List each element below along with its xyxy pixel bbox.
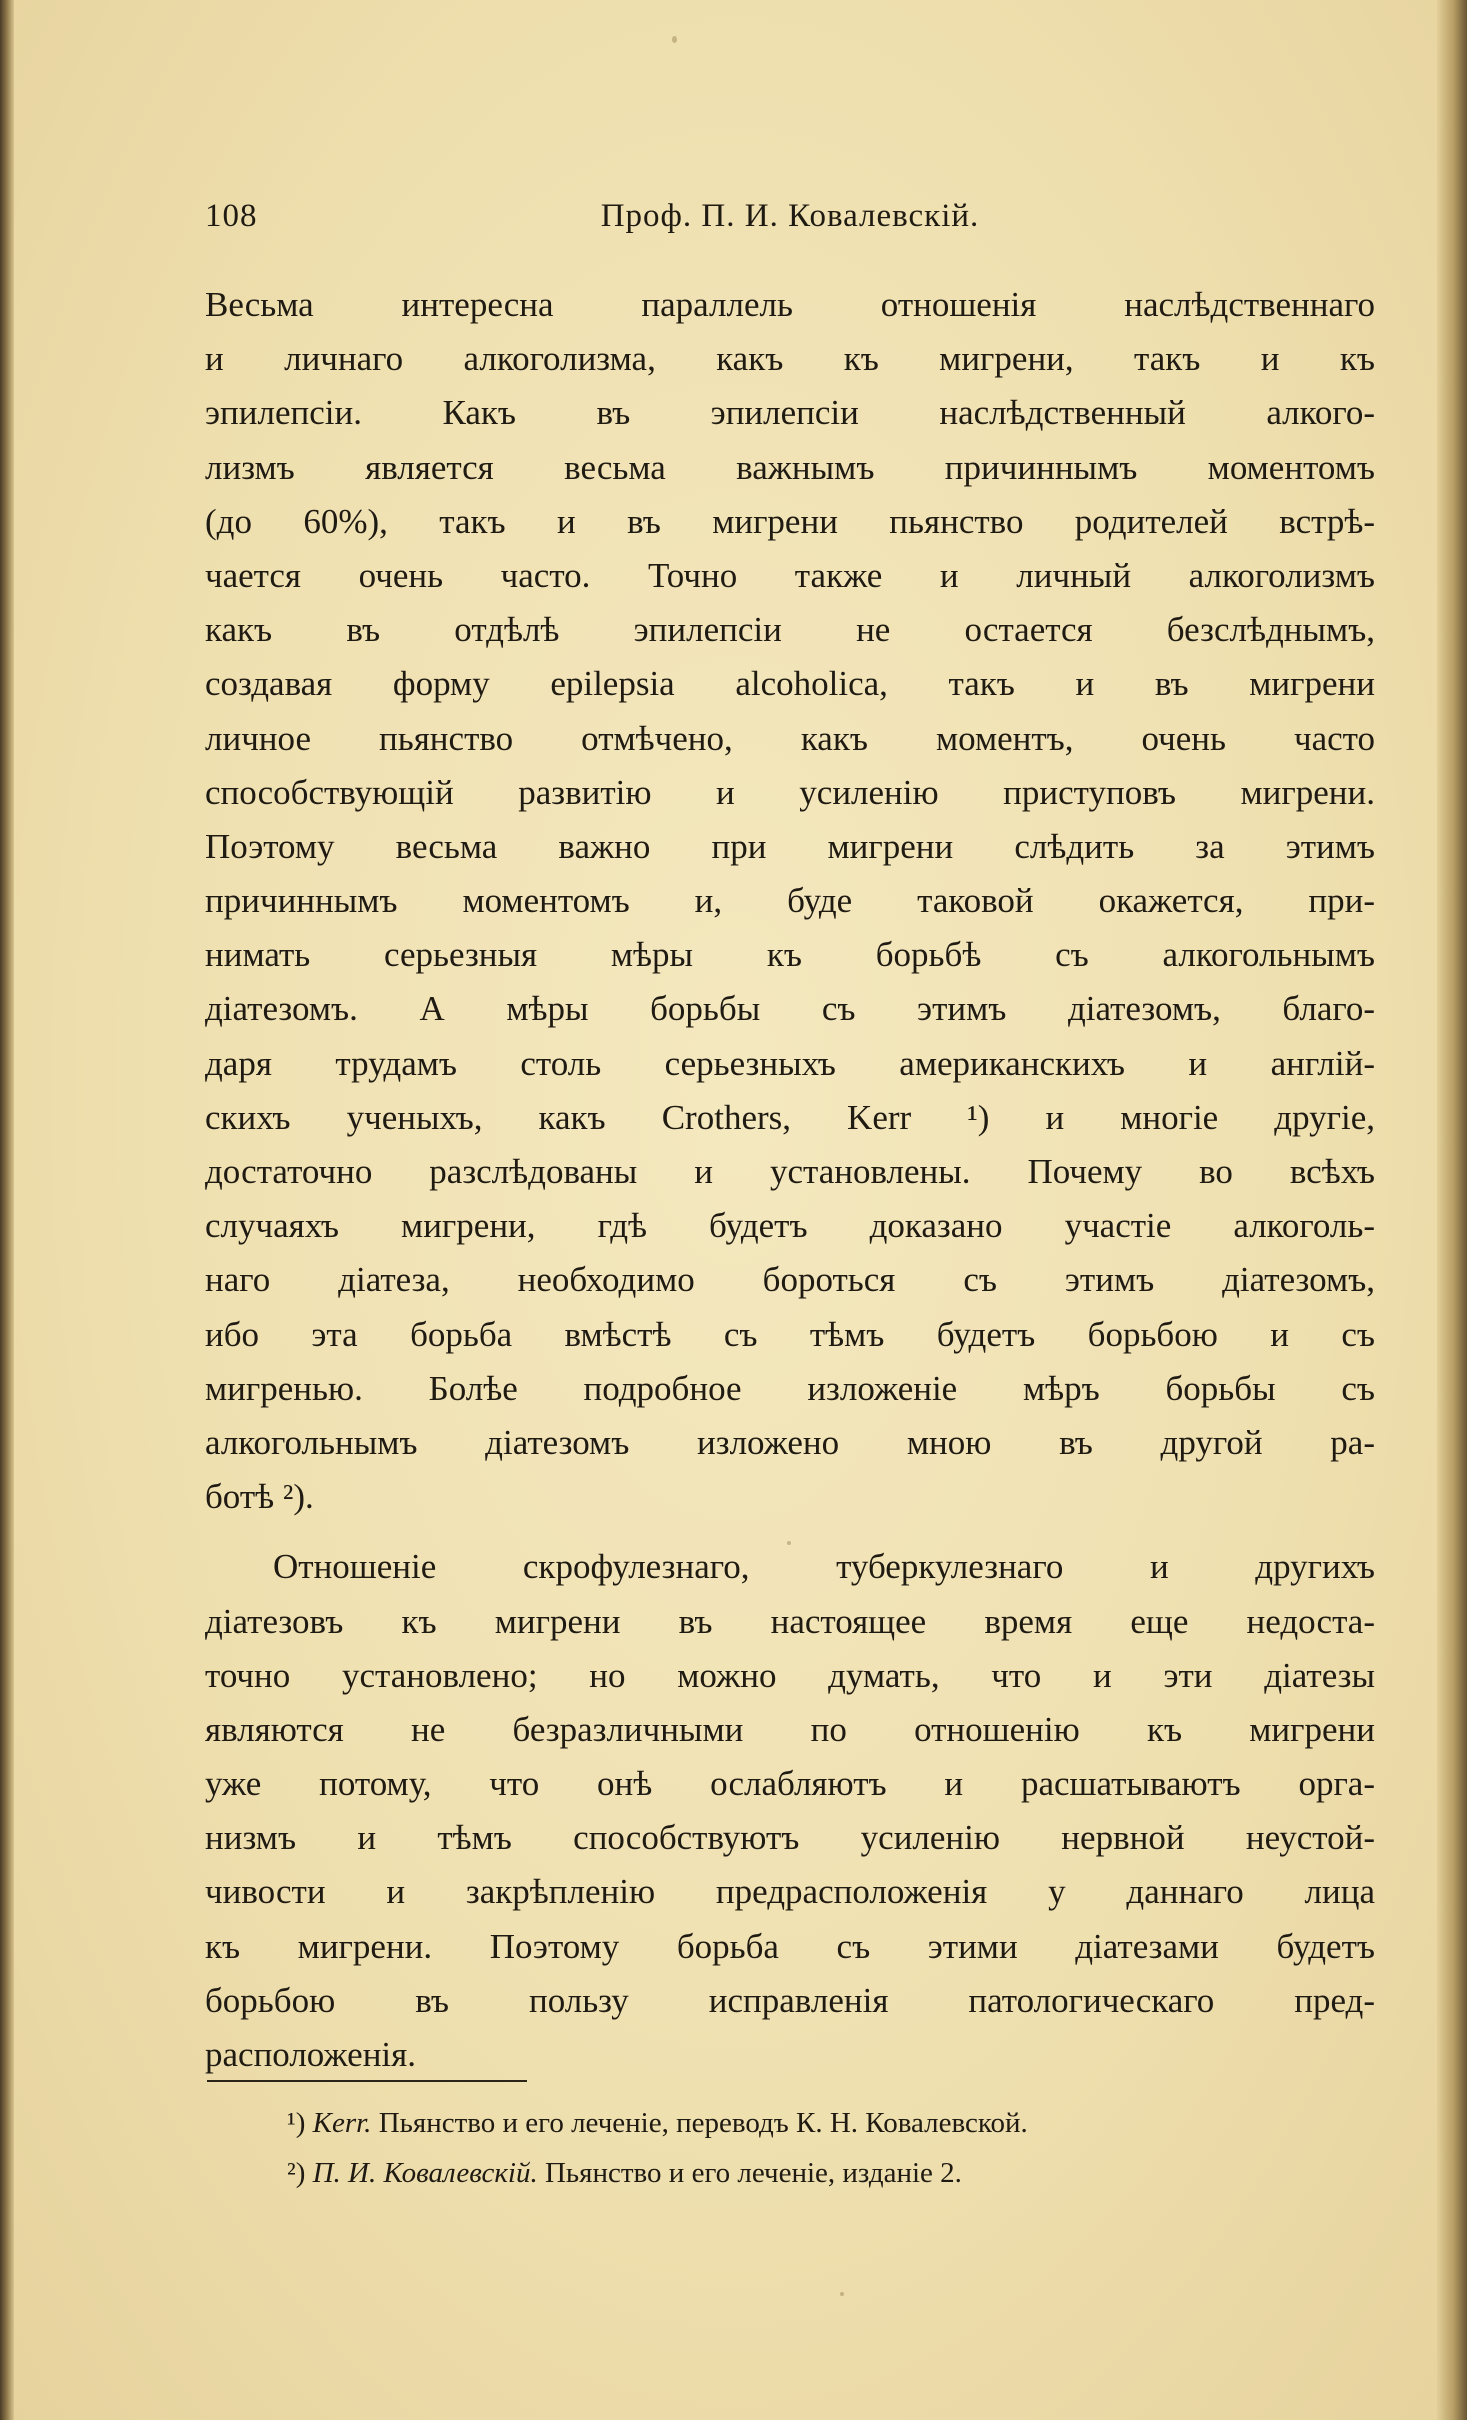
footnote-rule [207, 2080, 527, 2082]
paragraph-2 [205, 1540, 1375, 2082]
text-line: достаточно разслѣдованы и установлены. Почему во всѣхъ [205, 1152, 1375, 1191]
text-line: Весьма интересна параллель отношенія наслѣдственнаго [205, 285, 1375, 324]
text-line: (до 60%), такъ и въ мигрени пьянство родителей встрѣ- [205, 501, 1375, 541]
footnote-text: Пьянство и его леченіе, переводъ К. Н. Ковалевской. [371, 2107, 1028, 2139]
page-left-edge [0, 0, 14, 2420]
text-line: и личнаго алкоголизма, какъ къ мигрени, такъ и къ [205, 339, 1375, 379]
text-line: расположенія. [205, 2035, 416, 2074]
page-right-edge [1437, 0, 1467, 2420]
text-line: причиннымъ моментомъ и, буде таковой окажется, при- [205, 881, 1375, 921]
footnote-1 [205, 2098, 1375, 2148]
page-header [205, 198, 1375, 248]
text-line: какъ въ отдѣлѣ эпилепсіи не остается безслѣднымъ, [205, 610, 1375, 650]
text-line: уже потому, что онѣ ослабляютъ и расшатываютъ орга- [205, 1764, 1375, 1804]
text-line: алкогольнымъ діатезомъ изложено мною въ другой ра- [205, 1422, 1375, 1462]
text-line: случаяхъ мигрени, гдѣ будетъ доказано участіе алкоголь- [205, 1206, 1375, 1246]
text-line: являются не безразличными по отношенію къ мигрени [205, 1709, 1375, 1749]
text-line: Поэтому весьма важно при мигрени слѣдить за этимъ [205, 826, 1375, 866]
text-line: низмъ и тѣмъ способствуютъ усиленію нервной неустой- [205, 1818, 1375, 1858]
text-line: ибо эта борьба вмѣстѣ съ тѣмъ будетъ борьбою и съ [205, 1314, 1375, 1354]
text-line: наго діатеза, необходимо бороться съ этимъ діатезомъ, [205, 1260, 1375, 1300]
text-line: способствующій развитію и усиленію приступовъ мигрени. [205, 772, 1375, 812]
body-text [205, 278, 1375, 2082]
footnote-marker: ¹) [287, 2107, 306, 2139]
page-number: 108 [205, 198, 258, 234]
text-line: мигренью. Болѣе подробное изложеніе мѣръ борьбы съ [205, 1368, 1375, 1408]
footnote-marker: ²) [287, 2157, 306, 2189]
text-line: эпилепсіи. Какъ въ эпилепсіи наслѣдственный алкого- [205, 393, 1375, 433]
text-line: борьбою въ пользу исправленія патологическаго пред- [205, 1980, 1375, 2020]
text-line: личное пьянство отмѣчено, какъ моментъ, очень часто [205, 718, 1375, 758]
text-line: скихъ ученыхъ, какъ Crothers, Kerr ¹) и многіе другіе, [205, 1097, 1375, 1137]
text-line: Отношеніе скрофулезнаго, туберкулезнаго и другихъ [273, 1547, 1375, 1587]
text-line: діатезомъ. А мѣры борьбы съ этимъ діатезомъ, благо- [205, 989, 1375, 1029]
text-line: чивости и закрѣпленію предрасположенія у даннаго лица [205, 1872, 1375, 1912]
text-line: нимать серьезныя мѣры къ борьбѣ съ алкогольнымъ [205, 935, 1375, 975]
text-line: ботѣ ²). [205, 1477, 314, 1517]
paper-spot [672, 36, 677, 43]
paragraph-1 [205, 278, 1375, 1524]
paper-spot [840, 2292, 844, 2296]
running-head: Проф. П. И. Ковалевскій. [600, 198, 980, 234]
text-line: діатезовъ къ мигрени въ настоящее время еще недоста- [205, 1601, 1375, 1641]
text-line: создавая форму epilepsia alcoholica, такъ и въ мигрени [205, 664, 1375, 704]
text-line: даря трудамъ столь серьезныхъ американскихъ и англій- [205, 1043, 1375, 1083]
footnote-2 [205, 2148, 1375, 2198]
text-line: точно установлено; но можно думать, что и эти діатезы [205, 1655, 1375, 1695]
footnote-author: Kerr. [312, 2107, 372, 2139]
text-line: къ мигрени. Поэтому борьба съ этими діатезами будетъ [205, 1926, 1375, 1966]
footnotes [205, 2098, 1375, 2198]
footnote-text: Пьянство и его леченіе, изданіе 2. [537, 2157, 962, 2189]
text-line: лизмъ является весьма важнымъ причиннымъ моментомъ [205, 447, 1375, 487]
text-line: чается очень часто. Точно также и личный алкоголизмъ [205, 555, 1375, 595]
footnote-author: П. И. Ковалевскій. [312, 2157, 538, 2189]
